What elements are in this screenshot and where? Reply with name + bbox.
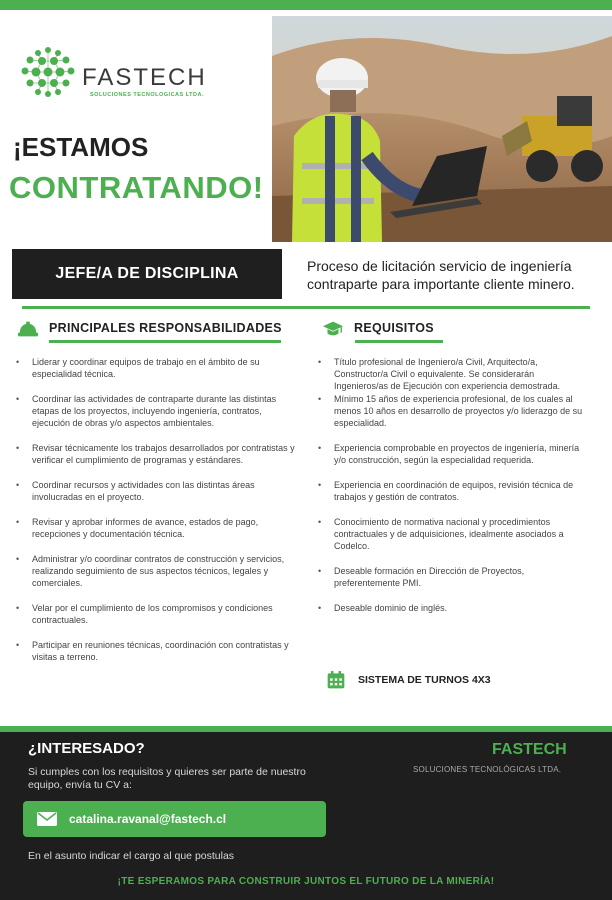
headline-line-2: CONTRATANDO!	[9, 170, 264, 205]
list-item: • Experiencia comprobable en proyectos de ingeniería, minería y/o construcción, según la especialidad requerida.	[318, 442, 588, 466]
globe-dots-icon	[18, 44, 78, 100]
list-item: • Título profesional de Ingeniero/a Civil, Arquitecto/a, Constructor/a Civil o equivalente. Se considerarán Ingenieros/as de Ejecución con experiencia demostrada.	[318, 356, 588, 392]
shift-system-label: SISTEMA DE TURNOS 4X3	[358, 674, 491, 686]
list-item: • Mínimo 15 años de experiencia profesional, de los cuales al menos 10 años en desarrollo de proyectos y/o liderazgo de su especialidad.	[318, 393, 588, 429]
list-item: • Administrar y/o coordinar contratos de construcción y servicios, realizando seguimiento de sus aspectos técnicos, legales y comerciales.	[16, 553, 301, 589]
requirements-header	[322, 318, 434, 340]
list-item: • Velar por el cumplimiento de los compromisos y condiciones contractuales.	[16, 602, 301, 626]
interested-heading: ¿INTERESADO?	[28, 740, 145, 757]
cta-text: Si cumples con los requisitos y quieres ser parte de nuestro equipo, envía tu CV a:	[28, 766, 306, 791]
requirements-heading: REQUISITOS	[354, 320, 434, 335]
list-item: • Participar en reuniones técnicas, coordinación con contratistas y visitas a terreno.	[16, 639, 301, 663]
subject-note: En el asunto indicar el cargo al que postulas	[28, 850, 235, 862]
responsibilities-list	[16, 356, 301, 663]
footer-brand-tagline: SOLUCIONES TECNOLÓGICAS LTDA.	[413, 765, 562, 774]
job-description: Proceso de licitación servicio de ingeniería contraparte para importante cliente minero.	[307, 258, 575, 292]
shift-system	[326, 670, 491, 690]
list-item: • Experiencia en coordinación de equipos, revisión técnica de trabajos y gestión de contratos.	[318, 479, 588, 503]
hard-hat-icon	[17, 318, 39, 340]
calendar-icon	[326, 670, 346, 690]
list-item: • Liderar y coordinar equipos de trabajo en el ámbito de su especialidad técnica.	[16, 356, 301, 380]
section-divider	[22, 306, 590, 309]
requirements-underline	[355, 340, 443, 343]
responsibilities-header	[17, 318, 282, 340]
worker-mine-photo	[272, 16, 612, 242]
requirements-list	[318, 356, 588, 614]
graduation-cap-icon	[322, 318, 344, 340]
list-item: • Coordinar las actividades de contraparte durante las distintas etapas de los proyectos, incluyendo ingeniería, contratos, ejecución de obras y/o aspectos ambientales.	[16, 393, 301, 429]
email-button[interactable]	[23, 801, 326, 837]
top-accent-bar	[0, 0, 612, 10]
email-address[interactable]: catalina.ravanal@fastech.cl	[69, 812, 227, 826]
slogan: ¡TE ESPERAMOS PARA CONSTRUIR JUNTOS EL FUTURO DE LA MINERÍA!	[117, 876, 495, 887]
fastech-logo	[18, 44, 218, 104]
job-title: JEFE/A DE DISCIPLINA	[55, 265, 239, 282]
headline-line-1: ¡ESTAMOS	[13, 132, 149, 162]
responsibilities-heading: PRINCIPALES RESPONSABILIDADES	[49, 320, 282, 335]
list-item: • Deseable formación en Dirección de Proyectos, preferentemente PMI.	[318, 565, 588, 589]
brand-name: FASTECH	[82, 64, 207, 91]
list-item: • Revisar y aprobar informes de avance, estados de pago, recepciones y documentación técnica.	[16, 516, 301, 540]
list-item: • Deseable dominio de inglés.	[318, 602, 588, 614]
list-item: • Revisar técnicamente los trabajos desarrollados por contratistas y verificar el cumplimiento de programas y estándares.	[16, 442, 301, 466]
responsibilities-underline	[49, 340, 281, 343]
list-item: • Conocimiento de normativa nacional y procedimientos contractuales y de adquisiciones, idealmente asociados a Codelco.	[318, 516, 588, 552]
list-item: • Coordinar recursos y actividades con las distintas áreas involucradas en el proyecto.	[16, 479, 301, 503]
job-title-box	[12, 249, 282, 299]
envelope-icon	[37, 812, 57, 826]
brand-tagline: SOLUCIONES TECNOLOGICAS LTDA.	[90, 92, 205, 98]
footer-brand-name: FASTECH	[492, 741, 567, 758]
